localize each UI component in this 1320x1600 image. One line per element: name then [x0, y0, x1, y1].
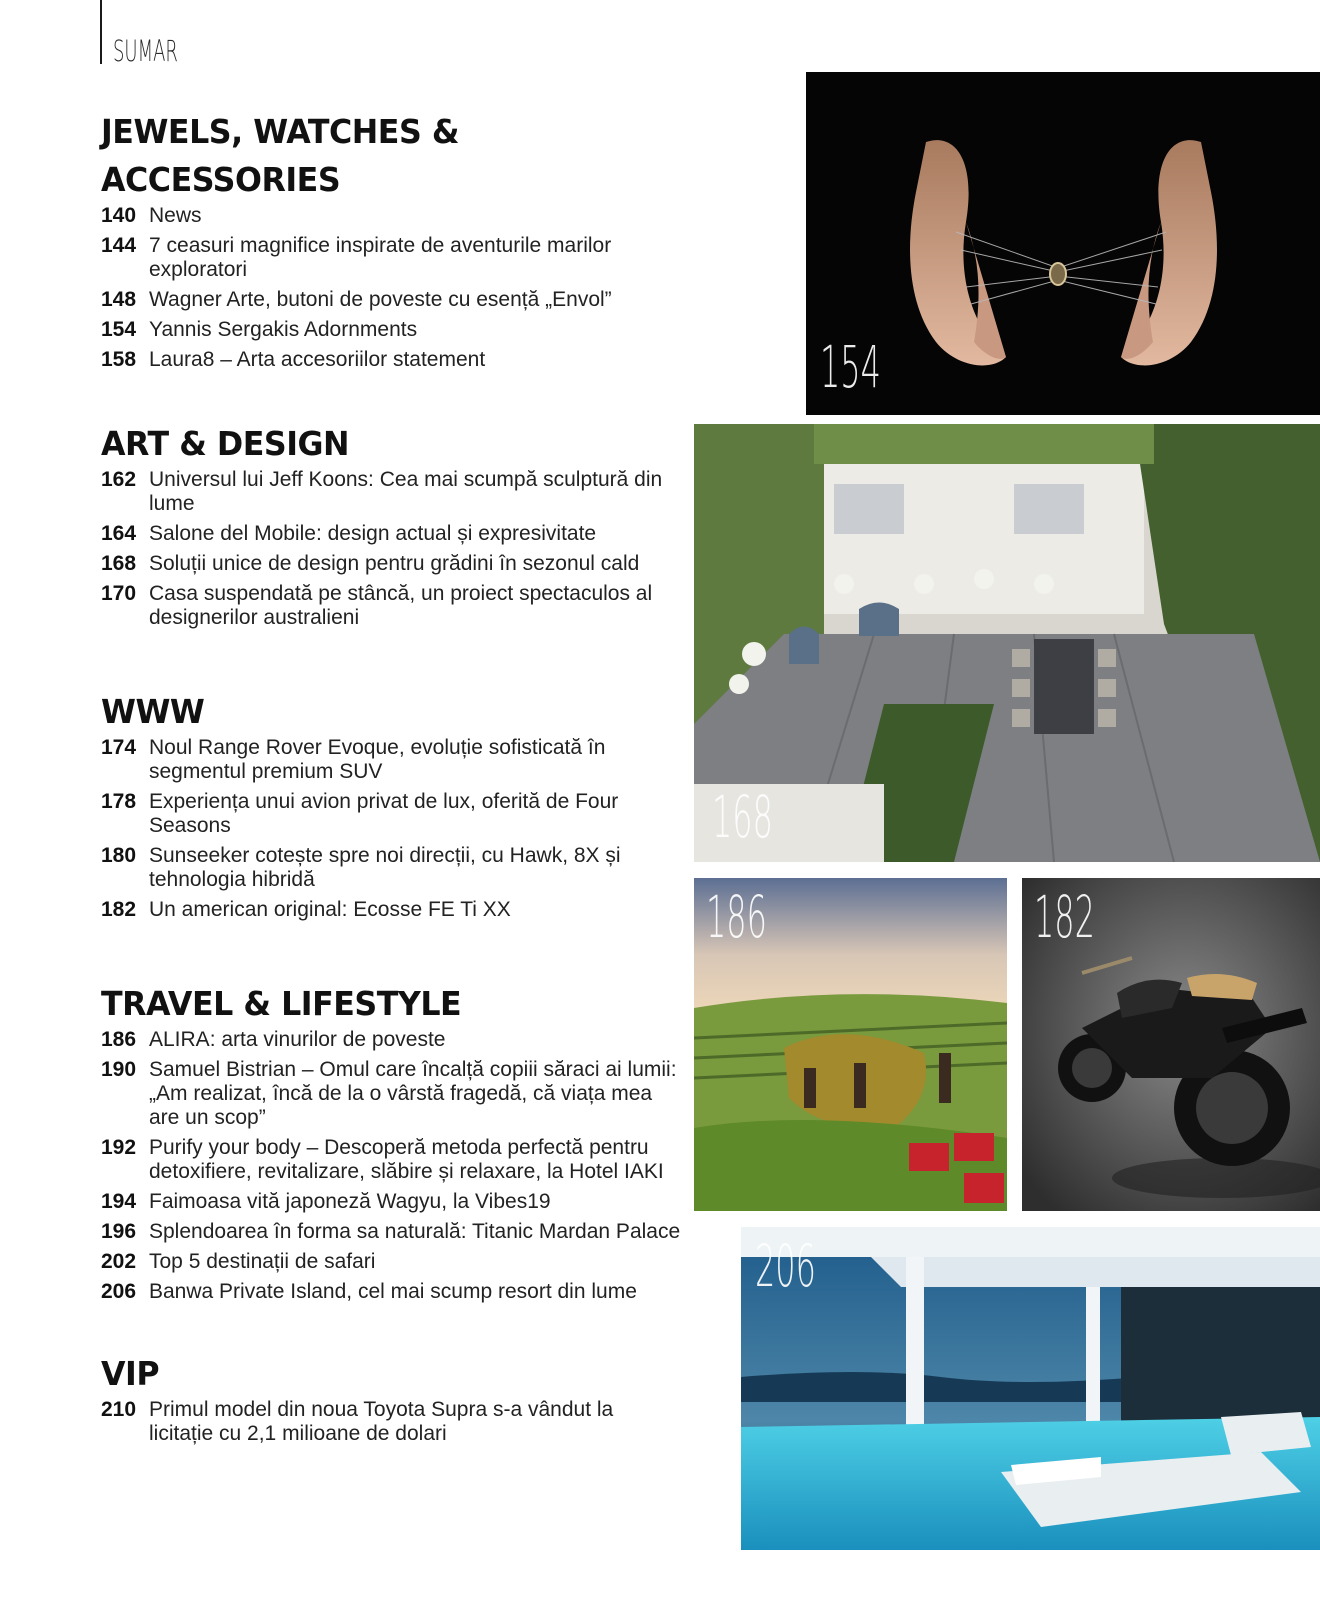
toc-item[interactable]	[101, 1280, 681, 1304]
page-number: 148	[101, 288, 137, 311]
ring-on-threads-photo	[806, 72, 1320, 415]
article-title: Laura8 – Arta accesoriilor statement	[149, 348, 486, 371]
article-title: Soluții unice de design pentru grădini în sezonul cald	[149, 552, 640, 575]
page-number: 140	[101, 204, 137, 227]
page-number: 202	[101, 1250, 137, 1273]
page-badge: 206	[755, 1232, 816, 1300]
toc-list	[101, 1398, 681, 1446]
toc-item[interactable]	[101, 1136, 681, 1184]
toc-item[interactable]	[101, 288, 681, 312]
article-title: Top 5 destinații de safari	[149, 1250, 376, 1273]
section-title: ART & DESIGN	[101, 424, 350, 463]
toc-item[interactable]	[101, 1028, 681, 1052]
page-number: 210	[101, 1398, 137, 1421]
toc-item[interactable]	[101, 844, 681, 892]
toc-list	[101, 468, 681, 630]
toc-item[interactable]	[101, 522, 681, 546]
toc-item[interactable]	[101, 348, 681, 372]
page-badge: 182	[1034, 883, 1095, 951]
article-title: News	[149, 204, 202, 227]
article-title: Casa suspendată pe stâncă, un proiect spectaculos al designerilor australieni	[149, 582, 653, 629]
article-title: Faimoasa vită japoneză Wagyu, la Vibes19	[149, 1190, 551, 1213]
toc-item[interactable]	[101, 1250, 681, 1274]
article-title: Samuel Bistrian – Omul care încalță copiii săraci ai lumii: „Am realizat, încă de la o vârstă fragedă, că viața mea are un scop”	[149, 1058, 677, 1129]
page-number: 190	[101, 1058, 137, 1081]
photo-infinity-pool[interactable]	[741, 1227, 1320, 1550]
toc-item[interactable]	[101, 318, 681, 342]
article-title: Splendoarea în forma sa naturală: Titanic Mardan Palace	[149, 1220, 681, 1243]
article-title: 7 ceasuri magnifice inspirate de aventurile marilor exploratori	[149, 234, 612, 281]
article-title: Experiența unui avion privat de lux, oferită de Four Seasons	[149, 790, 619, 837]
page-number: 192	[101, 1136, 137, 1159]
header-rule	[100, 0, 102, 64]
section-title: TRAVEL & LIFESTYLE	[101, 984, 462, 1023]
photo-hands-ring[interactable]	[806, 72, 1320, 415]
toc-list	[101, 736, 681, 922]
page-number: 196	[101, 1220, 137, 1243]
page-number: 194	[101, 1190, 137, 1213]
toc-list	[101, 204, 681, 372]
toc-item[interactable]	[101, 234, 681, 282]
page-number: 174	[101, 736, 137, 759]
toc-section-jewels	[101, 108, 681, 378]
toc-item[interactable]	[101, 898, 681, 922]
page-number: 178	[101, 790, 137, 813]
article-title: ALIRA: arta vinurilor de poveste	[149, 1028, 446, 1051]
toc-section-vip	[101, 1350, 681, 1452]
article-title: Un american original: Ecosse FE Ti XX	[149, 898, 511, 921]
photo-vineyard[interactable]	[694, 878, 1007, 1211]
article-title: Purify your body – Descoperă metoda perfectă pentru detoxifiere, revitalizare, slăbire și relaxare, la Hotel IAKI	[149, 1136, 664, 1183]
page-number: 168	[101, 552, 137, 575]
article-title: Noul Range Rover Evoque, evoluție sofisticată în segmentul premium SUV	[149, 736, 606, 783]
toc-item[interactable]	[101, 1220, 681, 1244]
article-title: Primul model din noua Toyota Supra s-a vândut la licitație cu 2,1 milioane de dolari	[149, 1398, 614, 1445]
toc-item[interactable]	[101, 582, 681, 630]
article-title: Sunseeker cotește spre noi direcții, cu Hawk, 8X și tehnologia hibridă	[149, 844, 621, 891]
toc-item[interactable]	[101, 1058, 681, 1130]
toc-item[interactable]	[101, 736, 681, 784]
section-title: VIP	[101, 1354, 160, 1393]
article-title: Yannis Sergakis Adornments	[149, 318, 418, 341]
photo-motorcycle[interactable]	[1022, 878, 1320, 1211]
toc-list	[101, 1028, 681, 1304]
toc-item[interactable]	[101, 790, 681, 838]
section-label: SUMAR	[113, 34, 178, 68]
article-title: Universul lui Jeff Koons: Cea mai scumpă sculptură din lume	[149, 468, 663, 515]
article-title: Banwa Private Island, cel mai scump resort din lume	[149, 1280, 637, 1303]
page-badge: 154	[820, 333, 881, 401]
page-number: 162	[101, 468, 137, 491]
page-number: 180	[101, 844, 137, 867]
section-title: JEWELS, WATCHES & ACCESSORIES	[101, 112, 459, 199]
page-number: 206	[101, 1280, 137, 1303]
article-title: Salone del Mobile: design actual și expresivitate	[149, 522, 597, 545]
page-number: 182	[101, 898, 137, 921]
infinity-pool-photo	[741, 1227, 1320, 1550]
page-number: 186	[101, 1028, 137, 1051]
toc-section-www	[101, 688, 681, 928]
garden-terrace-photo	[694, 424, 1320, 862]
toc-item[interactable]	[101, 468, 681, 516]
page-number: 158	[101, 348, 137, 371]
toc-item[interactable]	[101, 1398, 681, 1446]
page-badge: 186	[706, 883, 767, 951]
toc-section-art-design	[101, 420, 681, 636]
toc-section-travel-lifestyle	[101, 980, 681, 1310]
section-title: WWW	[101, 692, 205, 731]
article-title: Wagner Arte, butoni de poveste cu esență „Envol”	[149, 288, 612, 311]
page-number: 144	[101, 234, 137, 257]
page-badge: 168	[712, 783, 773, 851]
page-number: 164	[101, 522, 137, 545]
toc-item[interactable]	[101, 552, 681, 576]
page-number: 154	[101, 318, 137, 341]
toc-item[interactable]	[101, 204, 681, 228]
toc-item[interactable]	[101, 1190, 681, 1214]
page-number: 170	[101, 582, 137, 605]
photo-garden-terrace[interactable]	[694, 424, 1320, 862]
